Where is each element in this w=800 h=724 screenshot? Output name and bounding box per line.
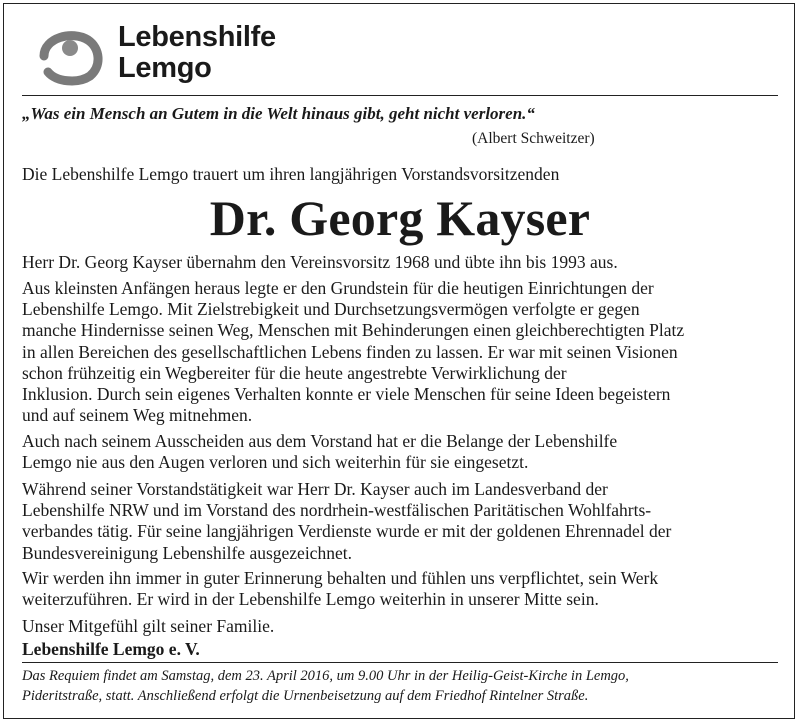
text-line: manche Hindernisse seinen Weg, Menschen mit Behinderungen einen gleichberechtigten Platz (22, 320, 685, 341)
text-line: Lebenshilfe NRW und im Vorstand des nordrhein-westfälischen Paritätischen Wohlfahrts- (22, 500, 652, 521)
org-name (118, 22, 276, 84)
text-line: Inklusion. Durch sein eigenes Verhalten konnte er viele Menschen für seine Ideen begeistern (22, 384, 671, 405)
text-line: Herr Dr. Georg Kayser übernahm den Vereinsvorsitz 1968 und übte ihn bis 1993 aus. (22, 252, 618, 272)
paragraph-5 (22, 568, 782, 610)
signoff: Lebenshilfe Lemgo e. V. (22, 639, 200, 659)
text-line: und auf seinem Weg mitnehmen. (22, 405, 253, 426)
text-line: Lemgo nie aus den Augen verloren und sich weiterhin für sie eingesetzt. (22, 452, 529, 473)
bottom-divider (22, 662, 778, 663)
text-line: Aus kleinsten Anfängen heraus legte er den Grundstein für die heutigen Einrichtungen der (22, 278, 654, 298)
text-line: weiterzuführen. Er wird in der Lebenshilfe Lemgo weiterhin in unserer Mitte sein. (22, 589, 599, 610)
deceased-name: Dr. Georg Kayser (209, 190, 591, 246)
text-line: Bundesvereinigung Lebenshilfe ausgezeichnet. (22, 542, 352, 563)
text-line: Unser Mitgefühl gilt seiner Familie. (22, 616, 275, 636)
funeral-note (22, 666, 782, 706)
text-line: in allen Bereichen des gesellschaftlichen Lebens finden zu lassen. Er war mit seinen Visionen (22, 341, 678, 362)
paragraph-3 (22, 431, 782, 473)
paragraph-6 (22, 616, 782, 637)
org-name-line2: Lemgo (118, 52, 212, 84)
text-line: Lebenshilfe Lemgo. Mit Zielstrebigkeit und Durchsetzungsvermögen verfolgte er gegen (22, 299, 640, 320)
org-name-line1: Lebenshilfe (118, 21, 276, 53)
top-divider (22, 95, 778, 96)
paragraph-2 (22, 278, 782, 426)
text-line: Wir werden ihn immer in guter Erinnerung behalten und fühlen uns verpflichtet, sein Werk (22, 568, 659, 588)
text-line: schon frühzeitig ein Wegbereiter für die heute angestrebte Verwirklichung der (22, 362, 567, 383)
paragraph-4 (22, 479, 782, 564)
text-line: verbandes tätig. Für seine langjährigen Verdienste wurde er mit der goldenen Ehrennadel der (22, 521, 672, 542)
text-line: Auch nach seinem Ausscheiden aus dem Vorstand hat er die Belange der Lebenshilfe (22, 431, 618, 451)
text-line: Während seiner Vorstandstätigkeit war Herr Dr. Kayser auch im Landesverband der (22, 479, 608, 499)
note-line: Pideritstraße, statt. Anschließend erfolgt die Urnenbeisetzung auf dem Friedhof Rintelner Straße. (22, 688, 589, 704)
quote-author: (Albert Schweitzer) (472, 130, 595, 147)
lebenshilfe-logo-icon (34, 26, 108, 86)
note-line: Das Requiem findet am Samstag, dem 23. April 2016, um 9.00 Uhr in der Heilig-Geist-Kirche in Lemgo, (22, 668, 629, 684)
quote-text: „Was ein Mensch an Gutem in die Welt hinaus gibt, geht nicht verloren.“ (22, 104, 535, 123)
paragraph-1 (22, 252, 782, 273)
intro-line: Die Lebenshilfe Lemgo trauert um ihren langjährigen Vorstandsvorsitzenden (22, 164, 560, 184)
